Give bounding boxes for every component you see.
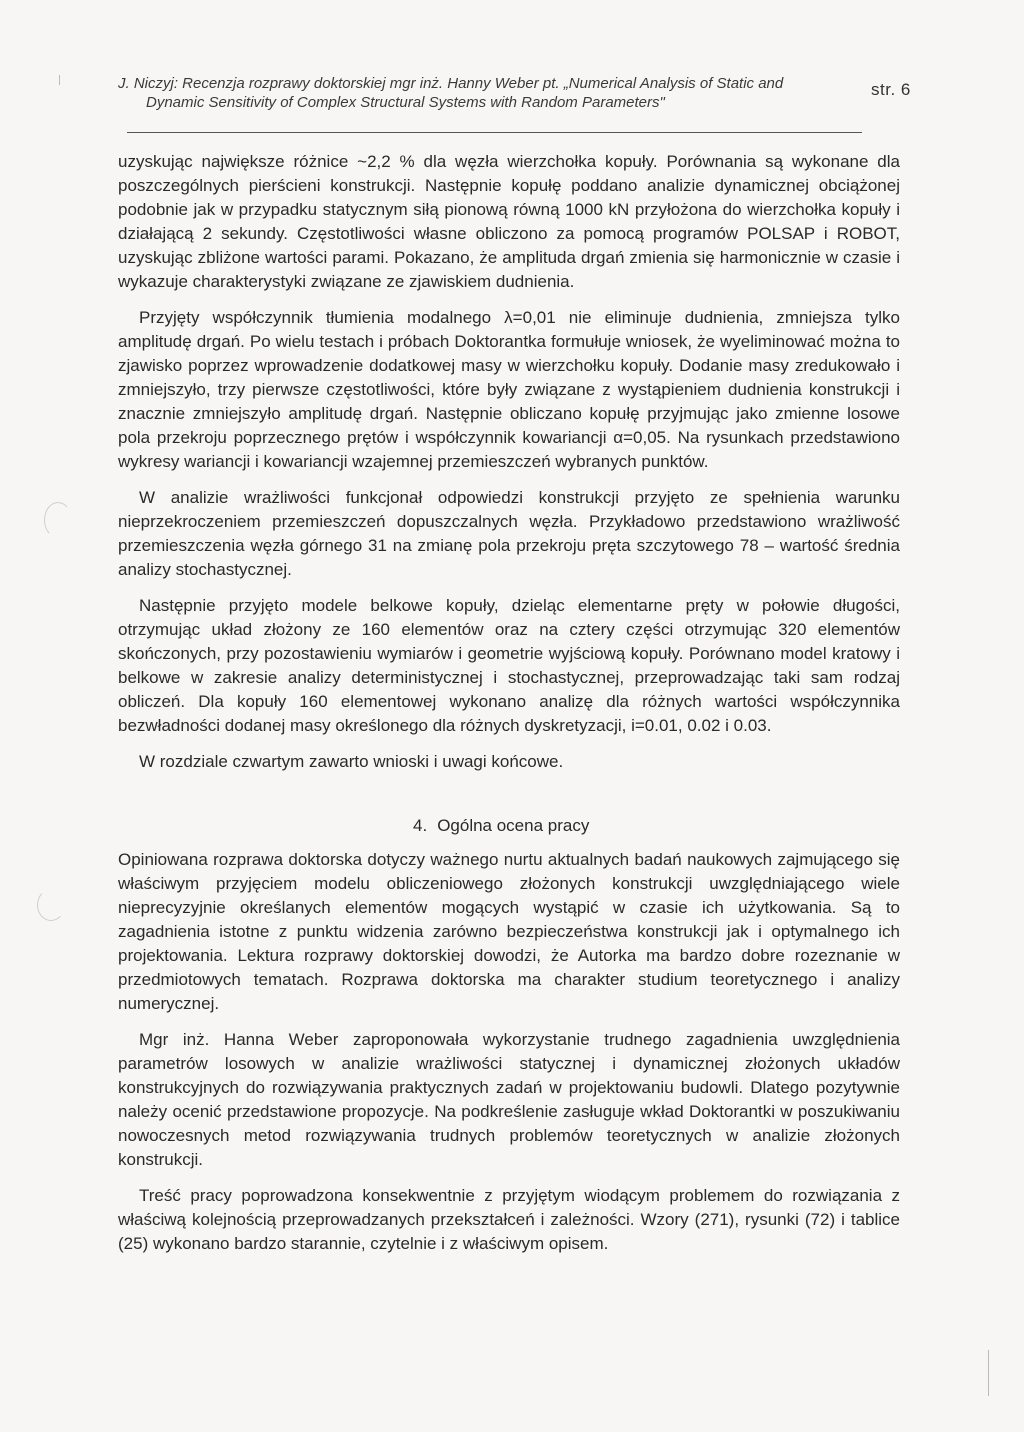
page-number: str. 6 — [871, 80, 911, 99]
paragraph: Następnie przyjęto modele belkowe kopuły, dzieląc elementarne pręty w połowie długości, otrzymując układ złożony ze 160 elementów oraz na cztery części otrzymując 320 elementów skończonych, przy pozostawieniu wymiarów i geometrie wyjściową kopuły. Porównano model kratowy i belkowe w zakresie analizy deterministycznej i stochastycznej, przeprowadzając taki sam rodzaj obliczeń. Dla kopuły 160 elementowej wykonano analizę dla różnych wartości współczynnika bezwładności dodanej masy określonego dla różnych dyskretyzacji, i=0.01, 0.02 i 0.03. — [118, 596, 900, 735]
scan-mark — [988, 1350, 989, 1396]
header-rule — [127, 132, 862, 133]
punch-hole-mark — [44, 502, 72, 538]
paragraph: W analizie wrażliwości funkcjonał odpowiedzi konstrukcji przyjęto ze spełnienia warunku nieprzekroczeniem przemieszczeń dopuszczalnych węzła. Przykładowo przedstawiono wrażliwość przemieszczenia węzła górnego 31 na zmianę pola przekroju pręta szczytowego 78 – wartość średnia analizy stochastycznej. — [118, 488, 900, 579]
header-line-2: Dynamic Sensitivity of Complex Structural Systems with Random Parameters" — [146, 94, 665, 111]
punch-hole-mark — [37, 889, 65, 921]
scan-mark — [59, 75, 60, 85]
paragraph: uzyskując największe różnice ~2,2 % dla węzła wierzchołka kopuły. Porównania są wykonane dla poszczególnych pierścieni konstrukcji. Następnie kopułę poddano analizie dynamicznej obciążonej podobnie jak w przypadku statycznym siłą pionową równą 1000 kN przyłożona do wierzchołka kopuły i działającą 2 sekundy. Częstotliwości własne obliczono za pomocą programów POLSAP i ROBOT, uzyskując zbliżone wartości parami. Pokazano, że amplituda drgań zmienia się harmonicznie w czasie i wykazuje charakterystyki związane ze zjawiskiem dudnienia. — [118, 152, 900, 291]
paragraph: Opiniowana rozprawa doktorska dotyczy ważnego nurtu aktualnych badań naukowych zajmującego się właściwym przyjęciem modelu obliczeniowego złożonych konstrukcji uwzględniającego wiele nieprecyzyjnie określanych elementów mogących wystąpić w czasie ich użytkowania. Są to zagadnienia istotne z punktu widzenia zarówno bezpieczeństwa konstrukcji jak i optymalnego ich projektowania. Lektura rozprawy doktorskiej dowodzi, że Autorka ma bardzo dobre rozeznanie w przedmiotowych tematach. Rozprawa doktorska ma charakter studium teoretycznego i analizy numerycznej. — [118, 850, 900, 1013]
paragraph: Przyjęty współczynnik tłumienia modalnego λ=0,01 nie eliminuje dudnienia, zmniejsza tylko amplitudę drgań. Po wielu testach i próbach Doktorantka formułuje wniosek, że wyeliminować można to zjawisko poprzez wprowadzenie dodatkowej masy w wierzchołku kopuły. Dodanie masy zredukowało i zmniejszyło, trzy pierwsze częstotliwości, które były związane z wystąpieniem dudnienia konstrukcji i znacznie zmniejszyło amplitudę drgań. Następnie obliczano kopułę przyjmując jako zmienne losowe pola przekroju poprzecznego prętów i współczynnik kowariancji α=0,05. Na rysunkach przedstawiono wykresy wariancji i kowariancji wzajemnej przemieszczeń wybranych punktów. — [118, 308, 900, 471]
header-line-1: J. Niczyj: Recenzja rozprawy doktorskiej mgr inż. Hanny Weber pt. „Numerical Analysis of Static and — [118, 75, 784, 92]
paragraph: Treść pracy poprowadzona konsekwentnie z przyjętym wiodącym problemem do rozwiązania z właściwą kolejnością przeprowadzanych przekształceń i zależności. Wzory (271), rysunki (72) i tablice (25) wykonano bardzo starannie, czytelnie i z właściwym opisem. — [118, 1186, 900, 1253]
section-number: 4. — [413, 816, 428, 835]
section-title: Ogólna ocena pracy — [437, 816, 590, 835]
running-header — [118, 74, 858, 112]
paragraph: W rozdziale czwartym zawarto wnioski i uwagi końcowe. — [139, 752, 564, 771]
section-heading — [118, 814, 900, 838]
document-body — [118, 150, 900, 1268]
paragraph: Mgr inż. Hanna Weber zaproponowała wykorzystanie trudnego zagadnienia uwzględnienia parametrów losowych w analizie wrażliwości statycznej i dynamicznej złożonych układów konstrukcyjnych do rozwiązywania praktycznych zadań w projektowaniu budowli. Dlatego pozytywnie należy ocenić przedstawione propozycje. Na podkreślenie zasługuje wkład Doktorantki w poszukiwaniu nowoczesnych metod rozwiązywania trudnych problemów teoretycznych w analizie złożonych konstrukcji. — [118, 1030, 900, 1169]
